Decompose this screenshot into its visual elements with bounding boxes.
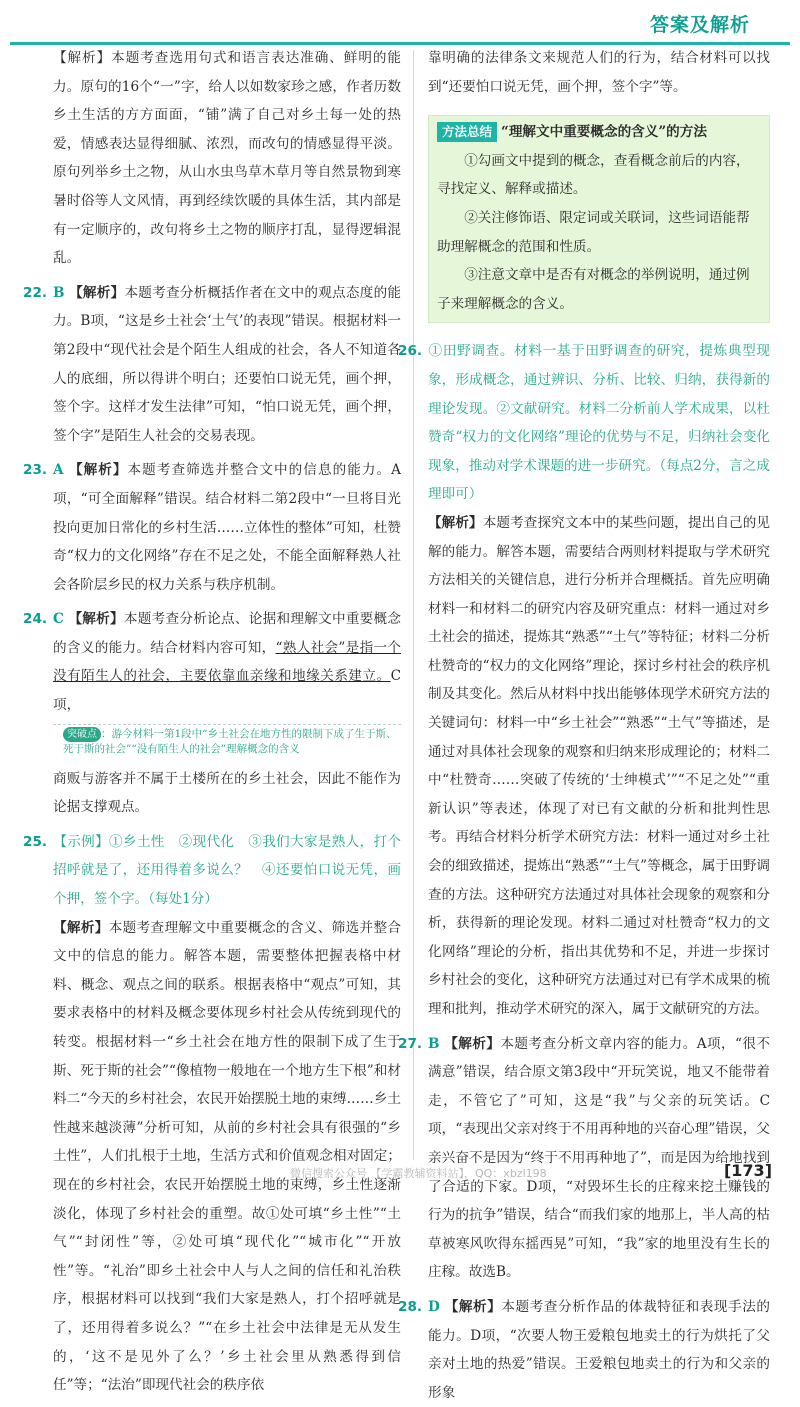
method-item: ③注意文章中是否有对概念的举例说明，通过例子来理解概念的含义。 xyxy=(437,267,750,312)
q26-model-answer: ①田野调查。材料一基于田野调查的研究，提炼典型现象，形成概念，通过辨识、分析、比较、归纳，获得新的理论发现。②文献研究。材料二分析前人学术成果，以杜赞奇“权力的文化网络”理论的优势与不足，归纳社会变化现象，推动对学术课题的进一步研究。（每点2分，言之成理即可） xyxy=(428,343,770,503)
q24-tag: 【解析】 xyxy=(68,611,124,628)
q22-tag: 【解析】 xyxy=(69,284,125,301)
q21-explanation: 【解析】本题考查选用句式和语言表达准确、鲜明的能力。原句的16个“一”字，给人以如数家珍之感，作者历数乡土生活的方方面面，“铺”满了自己对乡土每一处的热爱，情感表达显得细腻、浓烈，而改句的情感显得平淡。原句列举乡土之物，从山水虫鸟草木草月等自然景物到寒暑时俗等人文风情，再到经续饮暖的具体生活，其内部是有一定顺序的，改句将乡土之物的顺序打乱，显得逻辑混乱。 xyxy=(53,50,401,267)
tip-text: ：游今材料一第1段中“乡土社会在地方性的限制下成了生于斯、死于斯的社会”“没有陌生人的社会”理解概念的含义 xyxy=(63,727,397,755)
q27-choice: B xyxy=(428,1035,440,1052)
q25-number: 25. xyxy=(23,833,48,850)
q24-text-b: C项， xyxy=(53,668,401,714)
q24-text-c: 商贩与游客并不属于土楼所在的乡土社会，因此不能作为论据支撑观点。 xyxy=(53,770,401,816)
q28-answer xyxy=(398,1293,771,1407)
q22-choice: B xyxy=(53,284,65,301)
q26-explanation xyxy=(428,509,770,1024)
q26-answer xyxy=(398,337,770,509)
header-title: 答案及解析 xyxy=(649,14,750,36)
q25-answer xyxy=(23,828,401,914)
q24-number: 24. xyxy=(23,611,48,628)
tip-badge: 突破点 xyxy=(63,727,101,742)
method-title: “理解文中重要概念的含义”的方法 xyxy=(501,124,707,141)
q28-choice: D xyxy=(428,1298,440,1315)
q24-tip xyxy=(53,724,401,759)
q25-example: 【示例】①乡土性 ②现代化 ③我们大家是熟人，打个招呼就是了，还用得着多说么？ ④还要怕口说无凭，画个押，签个字。（每处1分） xyxy=(53,833,401,908)
q23-choice: A xyxy=(53,462,64,479)
q26-tag: 【解析】 xyxy=(428,514,483,531)
q25-explanation xyxy=(53,914,401,1400)
q23-number: 23. xyxy=(23,462,48,479)
q23-tag: 【解析】 xyxy=(68,462,128,479)
q25-continued: 靠明确的法律条文来规范人们的行为，结合材料可以找到“还要怕口说无凭，画个押，签个字”等。 xyxy=(428,50,770,95)
q24-underlined: “熟人社会”是指一个没有陌生人的社会，主要依靠血亲缘和地缘关系建立。 xyxy=(53,639,402,685)
q22-text: 本题考查分析概括作者在文中的观点态度的能力。B项，“这是乡土社会‘土气’的表现”错误。根据材料一第2段中“现代社会是个陌生人组成的社会，各人不知道各人的底细，所以得讲个明白；还要怕口说无凭，画个押，签个字。这样才发生法律”可知，“怕口说无凭，画个押，签个字”是陌生人社会的交易表现。 xyxy=(53,284,402,444)
q27-text: 本题考查分析文章内容的能力。A项，“很不满意”错误，结合原文第3段中“开玩笑说，地又不能带着走，不管它了”可知，这是“我”与父亲的玩笑话。C项，“表现出父亲对终于不用再种地的兴奋心理”错误，父亲兴奋不是因为“终于不用再种地了”，而是因为给地找到了合适的下家。D项，“对毁坏生长的庄稼来挖土赚钱的行为的抗争”错误，结合“而我们家的地那上，半人高的枯草被寒风吹得东摇西晃”可知，“我”家的地里没有生长的庄稼。故选B。 xyxy=(428,1035,771,1281)
page-number: [173] xyxy=(723,1161,772,1180)
page-header xyxy=(10,0,790,46)
q28-text: 本题考查分析作品的体裁特征和表现手法的能力。D项，“次要人物王爱粮包地卖土的行为烘托了父亲对土地的热爱”错误。王爱粮包地卖土的行为和父亲的形象 xyxy=(428,1298,771,1401)
page-footer xyxy=(0,1160,800,1190)
method-summary-box xyxy=(428,115,770,323)
q23-answer xyxy=(23,456,401,599)
method-item: ②关注修饰语、限定词或关联词，这些词语能帮助理解概念的范围和性质。 xyxy=(437,209,750,255)
q28-number: 28. xyxy=(398,1298,423,1315)
watermark: 微信搜索公众号 【学霸教辅资料站】，QQ：xbzl198 xyxy=(290,1167,547,1180)
left-column xyxy=(23,44,402,1400)
q24-text-a: 本题考查分析论点、论据和理解文中重要概念的含义的能力。结合材料内容可知， xyxy=(53,611,402,656)
q27-number: 27. xyxy=(398,1035,423,1052)
q24-choice: C xyxy=(53,611,64,628)
q23-text: 本题考查筛选并整合文中的信息的能力。A项，“可全面解释”错误。结合材料二第2段中“一旦将目光投向更加日常化的乡村生活……立体性的整体”可知，杜赞奇“权力的文化网络”存在不足之处，不能全面解释熟人社会各阶层乡民的权力关系与秩序机制。 xyxy=(53,462,401,593)
method-item: ①勾画文中提到的概念，查看概念前后的内容，寻找定义、解释或描述。 xyxy=(437,152,750,198)
q28-tag: 【解析】 xyxy=(444,1298,502,1315)
q25-tag: 【解析】 xyxy=(53,919,109,936)
q25-text: 本题考查理解文中重要概念的含义、筛选并整合文中的信息的能力。解答本题，需要整体把握表格中材料、概念、观点之间的联系。根据表格中“观点”可知，其要求表格中的材料及概念要体现乡村社会从传统到现代的转变。根据材料一“乡土社会在地方性的限制下成了生于斯、死于斯的社会”“像植物一般地在一个地方生下根”和材料二“今天的乡村社会，农民开始摆脱土地的束缚……乡土性越来越淡薄”分析可知，从前的乡村社会具有很强的“乡土性”，人们扎根于土地，生活方式和价值观念相对固定；现在的乡村社会，农民开始摆脱土地的束缚，乡土性逐渐淡化，体现了乡村社会的重塑。故①处可填“乡土性”“土气”“封闭性”等，②处可填“现代化”“城市化”“开放性”等。“礼治”即乡土社会中人与人之间的信任和礼治秩序，根据材料可以找到“我们大家是熟人，打个招呼就是了，还用得着多说么？”“在乡土社会中法律是无从发生的，‘这不是见外了么？’乡土社会里从熟悉得到信任”等；“法治”即现代社会的秩序依 xyxy=(53,919,401,1394)
q27-tag: 【解析】 xyxy=(444,1035,501,1052)
q24-answer xyxy=(23,605,402,719)
q22-answer xyxy=(23,279,402,451)
column-divider xyxy=(413,50,414,1160)
q26-number: 26. xyxy=(398,343,423,360)
method-heading xyxy=(437,118,761,147)
q22-number: 22. xyxy=(23,284,48,301)
method-tag: 方法总结 xyxy=(437,122,497,142)
q26-text: 本题考查探究文本中的某些问题，提出自己的见解的能力。解答本题，需要结合两则材料提取与学术研究方法相关的关键信息，进行分析并合理概括。首先应明确材料一和材料二的研究内容及研究重点：材料一通过对乡土社会的描述，提炼其“熟悉”“土气”等特征；材料二分析杜赞奇的“权力的文化网络”理论，探讨乡村社会的秩序机制及其变化。然后从材料中找出能够体现学术研究方法的关键词句：材料一中“乡土社会”“熟悉”“土气”等描述，是通过对具体社会现象的观察和归纳来形成理论的；材料二中“杜赞奇……突破了传统的‘士绅模式’”“不足之处”“重新认识”等表述，体现了对已有文献的分析和批判性思考。再结合材料分析学术研究方法：材料一通过对乡土社会的细致描述，提炼出“熟悉”“土气”等概念，属于田野调查的方法。这种研究方法通过对具体社会现象的观察和分析，获得新的理论发现。材料二通过对杜赞奇“权力的文化网络”理论的分析，指出其优势和不足，并进一步探讨乡村社会的变化，这种研究方法通过对已有学术成果的梳理和批判，推动学术研究的深入，属于文献研究的方法。 xyxy=(428,514,770,1017)
